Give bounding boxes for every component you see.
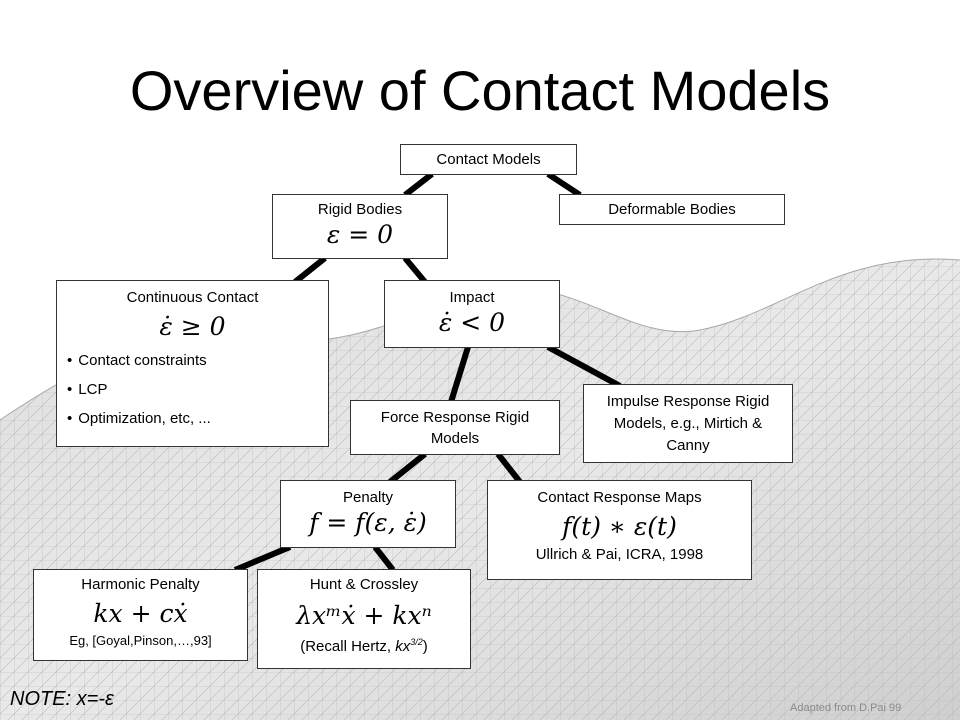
edge-rigid-impact [405, 258, 425, 282]
node-label: Hunt & Crossley [309, 576, 419, 593]
node-label: Impulse Response Rigid Models, e.g., Mirtich & Canny [606, 393, 770, 454]
node-impulse-response [583, 384, 793, 463]
bullet-item: • Contact constraints [67, 352, 328, 369]
hertz-note [258, 637, 470, 655]
formula-hunt-crossley: λxᵐẋ + kxⁿ [296, 601, 432, 630]
formula-convolution: f(t) ∗ ε(t) [562, 512, 677, 541]
node-label: Deformable Bodies [608, 201, 736, 218]
hertz-note-suffix: ) [422, 638, 428, 655]
citation-text: Ullrich & Pai, ICRA, 1998 [535, 546, 704, 563]
node-contact-response-maps [487, 480, 752, 580]
formula-epsilon-dot-geq-zero: ε̇ ≥ 0 [159, 312, 226, 341]
bullet-item: • Optimization, etc, ... [67, 410, 328, 427]
node-penalty [280, 480, 456, 548]
edge-rigid-continuous [295, 258, 325, 282]
edge-impact-impulse [548, 347, 620, 386]
node-label: Rigid Bodies [317, 201, 403, 218]
slide-title: Overview of Contact Models [129, 59, 831, 122]
node-label: Contact Models [436, 151, 541, 168]
node-harmonic-penalty [33, 569, 248, 661]
node-label: Penalty [342, 489, 394, 506]
node-label: Force Response Rigid Models [380, 409, 530, 447]
node-contact-models [400, 144, 577, 175]
node-label: Impact [449, 289, 495, 306]
edge-penalty-harmonic [235, 547, 290, 570]
formula-penalty-function: f = f(ε, ε̇) [309, 508, 427, 537]
node-deformable-bodies [559, 194, 785, 225]
formula-epsilon-dot-lt-zero: ε̇ < 0 [438, 308, 506, 337]
node-label: Contact Response Maps [537, 489, 702, 506]
note-text: NOTE: x=-ε [10, 688, 114, 710]
edge-impact-force [451, 347, 468, 402]
credit-text: Adapted from D.Pai 99 [790, 702, 902, 714]
hertz-note-prefix: (Recall Hertz, [300, 638, 396, 655]
edge-force-penalty [390, 454, 425, 482]
edge-penalty-hunt [375, 547, 393, 570]
hertz-note-exponent: 3/2 [410, 637, 423, 647]
formula-harmonic: kx + cẋ [93, 599, 188, 628]
node-label: Harmonic Penalty [81, 576, 200, 593]
edge-root-deformable [548, 174, 580, 195]
edge-root-rigid [405, 174, 432, 195]
bullet-item: • LCP [67, 381, 328, 398]
node-impact [384, 280, 560, 348]
formula-epsilon-zero: ε = 0 [326, 220, 394, 249]
node-hunt-crossley [257, 569, 471, 669]
node-force-response [350, 400, 560, 455]
node-label: Continuous Contact [126, 289, 259, 306]
citation-text: Eg, [Goyal,Pinson,…,93] [69, 633, 212, 648]
hertz-note-var: kx [395, 638, 411, 655]
node-continuous-contact [56, 280, 329, 447]
node-rigid-bodies [272, 194, 448, 259]
edge-force-crmaps [498, 454, 520, 482]
